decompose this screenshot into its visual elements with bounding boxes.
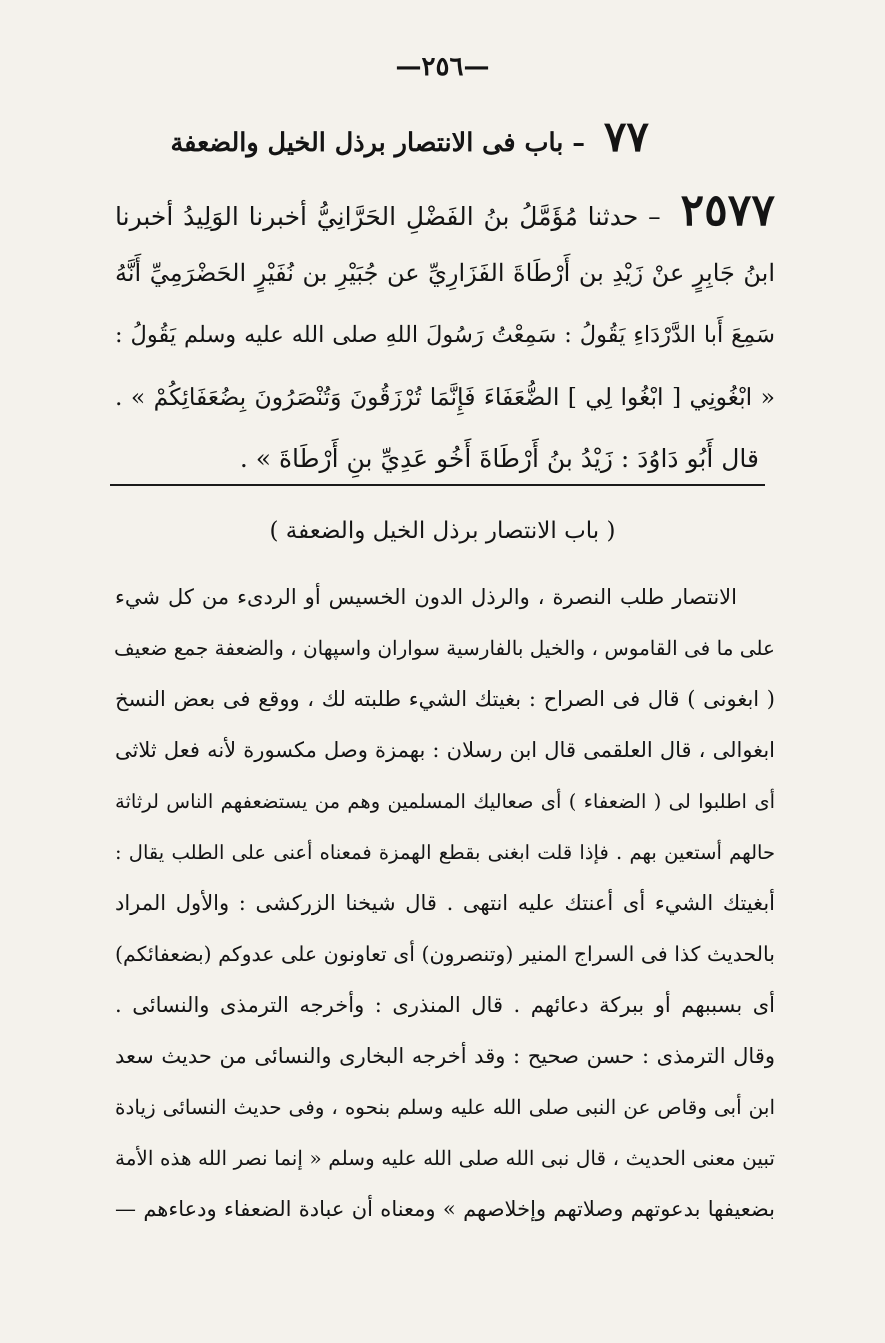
- commentary-text: [115, 572, 775, 1235]
- commentary-line: وقال الترمذى : حسن صحيح : وقد أخرجه البخارى والنسائى من حديث سعد: [115, 1044, 775, 1068]
- commentary-line: حالهم أستعين بهم . فإذا قلت ابغنى بقطع الهمزة فمعناه أعنى على الطلب يقال :: [115, 841, 775, 864]
- commentary-line: على ما فى القاموس ، والخيل بالفارسية سواران واسپهان ، والضعفة جمع ضعيف: [114, 636, 775, 660]
- hadith-line: « ابْغُونِي [ ابْغُوا لِي ] الضُّعَفَاءَ فَإِنَّمَا تُرْزَقُونَ وَتُنْصَرُونَ بِضُعَفَائِكُمْ » .: [115, 383, 775, 411]
- section-divider: [110, 484, 765, 486]
- commentary-line: بالحديث كذا فى السراج المنير (وتنصرون) أى تعاونون على عدوكم (بضعفائكم): [115, 942, 775, 966]
- commentary-line: تبين معنى الحديث ، قال نبى الله صلى الله عليه وسلم « إنما نصر الله هذه الأمة: [115, 1146, 775, 1170]
- hadith-line: [115, 180, 775, 242]
- hadith-line-text: – حدثنا مُؤَمَّلُ بنُ الفَضْلِ الحَرَّانِيُّ أخبرنا الوَلِيدُ أخبرنا: [115, 202, 661, 231]
- chapter-title: – باب فى الانتصار برذل الخيل والضعفة: [170, 128, 585, 158]
- hadith-line: قال أَبُو دَاوُدَ : زَيْدُ بنُ أَرْطَاةَ أَخُو عَدِيِّ بنِ أَرْطَاةَ » .: [239, 444, 759, 473]
- commentary-line: أى بسببهم أو ببركة دعائهم . قال المنذرى : وأخرجه الترمذى والنسائى .: [115, 993, 775, 1017]
- hadith-line: سَمِعَ أَبا الدَّرْدَاءِ يَقُولُ : سَمِعْتُ رَسُولَ اللهِ صلى الله عليه وسلم يَقُولُ :: [115, 322, 775, 348]
- commentary-line: ( ابغونى ) قال فى الصراح : بغيتك الشيء طلبته لك ، ووقع فى بعض النسخ: [115, 687, 775, 711]
- commentary-line: أبغيتك الشيء أى أعنتك عليه انتهى . قال شيخنا الزركشى : والأول المراد: [115, 891, 775, 915]
- commentary-line: الانتصار طلب النصرة ، والرذل الدون الخسيس أو الردىء من كل شيء: [115, 585, 737, 609]
- commentary-line: ابن أبى وقاص عن النبى صلى الله عليه وسلم بنحوه ، وفى حديث النسائى زيادة: [115, 1095, 775, 1119]
- chapter-number: ٧٧: [603, 112, 649, 161]
- hadith-number: ٢٥٧٧: [680, 185, 775, 236]
- commentary-line: أى اطلبوا لى ( الضعفاء ) أى صعاليك المسلمين وهم من يستضعفهم الناس لرثاثة: [115, 790, 775, 813]
- hadith-text: [115, 180, 775, 490]
- commentary-title: ( باب الانتصار برذل الخيل والضعفة ): [269, 518, 616, 544]
- commentary-line: ابغوالى ، قال العلقمى قال ابن رسلان : بهمزة وصل مكسورة لأنه فعل ثلاثى: [115, 738, 775, 762]
- chapter-heading: [169, 112, 649, 161]
- page-number: —٢٥٦—: [395, 52, 490, 82]
- commentary-line: بضعيفها بدعوتهم وصلاتهم وإخلاصهم » ومعناه أن عبادة الضعفاء ودعاءهم —: [115, 1197, 775, 1221]
- hadith-line: ابنُ جَابِرٍ عنْ زَيْدِ بن أَرْطَاةَ الفَزَارِيِّ عن جُبَيْرِ بن نُفَيْرٍ الحَضْرَمِيِّ أَنَّهُ: [115, 259, 775, 287]
